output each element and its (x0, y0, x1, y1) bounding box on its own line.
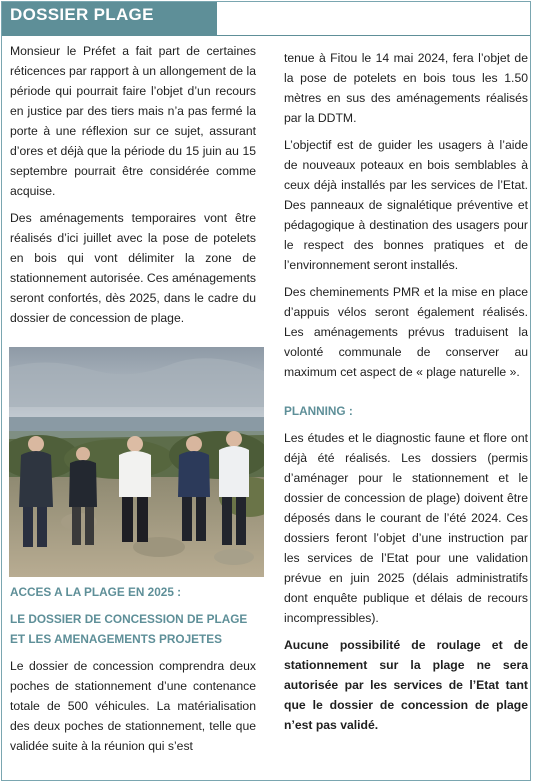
group-photo (9, 347, 264, 577)
left-paragraph-concession: Le dossier de concession comprendra deux poches de stationnement d’une contenance totale de 500 véhicules. La matérialisation des deux poches de stationnement, telle que validée suite à la réunion qui s’est (10, 659, 256, 753)
planning-spacer (284, 389, 528, 401)
group-photo-illustration (9, 347, 264, 577)
left-paragraph-amenagements: Des aménagements temporaires vont être réalisés d’ici juillet avec la pose de potelets en bois qui vont délimiter la zone de stationnement autorisée. Ces aménagements seront confortés, dès 2025, dans le cadre du dossier de concession de plage. (10, 211, 256, 325)
document-page (1, 1, 531, 781)
section-subheading-concession: LE DOSSIER DE CONCESSION DE PLAGE ET LES AMENAGEMENTS PROJETES (10, 612, 248, 646)
right-paragraph-objectif: L’objectif est de guider les usagers à l’aide de nouveaux poteaux en bois semblables à ceux déjà installés par les services de l’Etat. Des panneaux de signalétique préventive et pédagogique à destination des usagers pour le respect des bonnes pratiques et de l’environnement seront installés. (284, 138, 528, 272)
page-title: DOSSIER PLAGE (10, 5, 154, 24)
header-divider (217, 35, 530, 36)
right-column (284, 48, 528, 742)
right-paragraph-pmr: Des cheminements PMR et la mise en place d’appuis vélos seront également réalisés. Les aménagements prévus traduisent la volonté communale de conserver au maximum cet aspect de « plage naturelle ». (284, 285, 528, 379)
right-paragraph-warning: Aucune possibilité de roulage et de stationnement sur la plage ne sera autorisée par les services de l’Etat tant que le dossier de concession de plage n’est pas validé. (284, 638, 528, 732)
section-heading-planning: PLANNING : (284, 404, 353, 418)
right-paragraph-fitou: tenue à Fitou le 14 mai 2024, fera l’objet de la pose de potelets en bois tous les 1.50 mètres en sus des aménagements réalisés par la DDTM. (284, 51, 528, 125)
right-paragraph-planning: Les études et le diagnostic faune et flore ont déjà été réalisés. Les dossiers (permis d’aménager pour le stationnement et le dossier de concession de plage) doivent être déposés dans le courant de l’été 2024. Ces dossiers feront l’objet d’une instruction par les services de l’Etat pour une validation prévue en juin 2025 (délais administratifs dont enquête publique et délais de recours incompressibles). (284, 431, 528, 625)
section-heading-acces: ACCES A LA PLAGE EN 2025 : (10, 585, 182, 599)
left-paragraph-prefet: Monsieur le Préfet a fait part de certaines réticences par rapport à un allongement de la période qui pourrait faire l’objet d’un recours en justice par des tiers mais n’a pas fermé la porte à une réflexion sur ce sujet, assurant d’ores et déjà que la période du 15 juin au 15 septembre pourrait être considérée comme acquise. (10, 44, 256, 198)
header-bar (2, 2, 217, 36)
